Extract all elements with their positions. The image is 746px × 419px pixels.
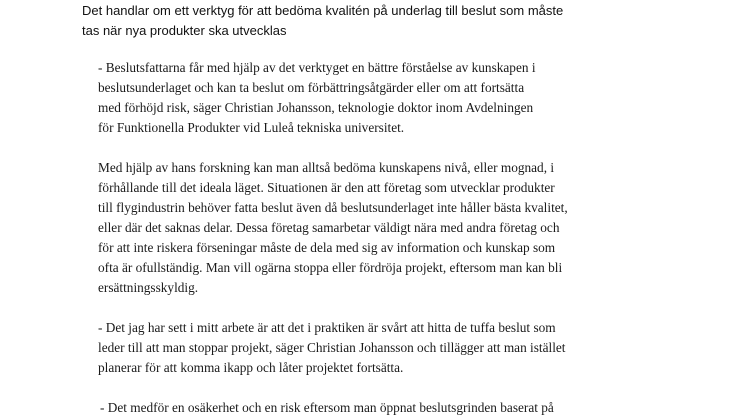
paragraph-line: förhållande till det ideala läget. Situationen är den att företag som utvecklar produkter — [98, 180, 555, 195]
body-paragraph-1 — [98, 58, 718, 138]
paragraph-line: ersättningsskyldig. — [98, 280, 199, 295]
paragraph-line: - Beslutsfattarna får med hjälp av det verktyget en bättre förståelse av kunskapen i — [98, 60, 536, 75]
paragraph-line: beslutsunderlaget och kan ta beslut om förbättringsåtgärder eller om att fortsätta — [98, 80, 525, 95]
paragraph-line: - Det medför en osäkerhet och en risk eftersom man öppnat beslutsgrinden baserat på — [100, 400, 554, 415]
paragraph-line: leder till att man stoppar projekt, säger Christian Johansson och tillägger att man istället — [98, 340, 566, 355]
body-paragraph-2 — [98, 158, 718, 298]
paragraph-line: för Funktionella Produkter vid Luleå tekniska universitet. — [98, 120, 405, 135]
body-paragraph-4 — [100, 398, 720, 418]
lead-line: tas när nya produkter ska utvecklas — [82, 23, 287, 38]
paragraph-line: till flygindustrin behöver fatta beslut även då beslutsunderlaget inte håller bästa kvalitet, — [98, 200, 568, 215]
paragraph-line: - Det jag har sett i mitt arbete är att det i praktiken är svårt att hitta de tuffa beslut som — [98, 320, 556, 335]
paragraph-line: för att inte riskera förseningar måste de dela med sig av information och kunskap som — [98, 240, 556, 255]
lead-paragraph — [82, 1, 722, 41]
paragraph-line: ofta är ofullständig. Man vill ogärna stoppa eller fördröja projekt, eftersom man kan bli — [98, 260, 563, 275]
paragraph-line: Med hjälp av hans forskning kan man alltså bedöma kunskapens nivå, eller mognad, i — [98, 160, 555, 175]
paragraph-line: med förhöjd risk, säger Christian Johansson, teknologie doktor inom Avdelningen — [98, 100, 534, 115]
paragraph-line: eller där det saknas delar. Dessa företag samarbetar väldigt nära med andra företag och — [98, 220, 560, 235]
lead-line: Det handlar om ett verktyg för att bedöma kvalitén på underlag till beslut som måste — [82, 3, 564, 18]
body-paragraph-3 — [98, 318, 718, 378]
paragraph-line: planerar för att komma ikapp och låter projektet fortsätta. — [98, 360, 404, 375]
